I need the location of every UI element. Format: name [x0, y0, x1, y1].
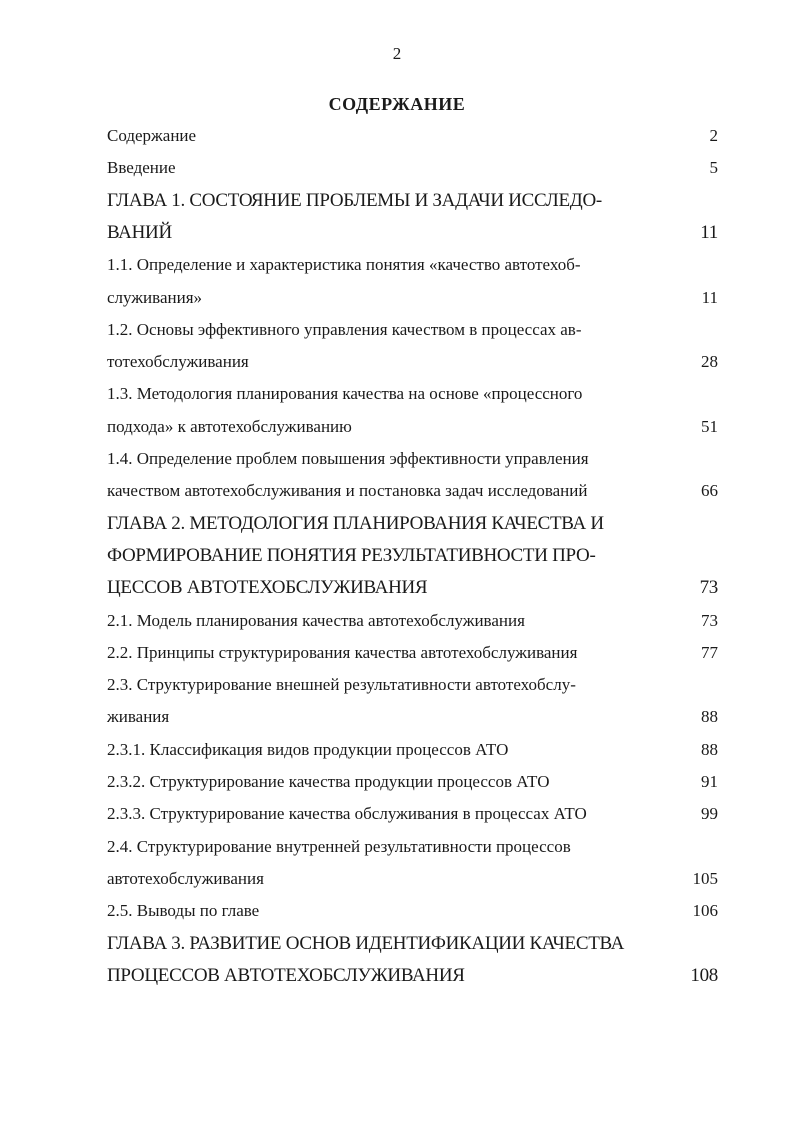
toc-line-text: 2.3.1. Классификация видов продукции процессов АТО: [107, 739, 509, 759]
toc-entry-line: [107, 669, 718, 701]
toc-entry-line: [107, 734, 718, 766]
toc-entry-line: [107, 701, 718, 733]
toc-line-text: 1.1. Определение и характеристика понятия «качество автотехоб-: [107, 255, 581, 275]
toc-page-number: 5: [709, 158, 718, 178]
toc-page-number: 2: [709, 126, 718, 145]
toc-entry-line: [107, 831, 718, 863]
toc-page-number: 77: [701, 642, 718, 662]
toc-chapter-line: [107, 928, 718, 960]
toc-page-number: 11: [701, 287, 718, 307]
toc-line-text: 1.3. Методология планирования качества на основе «процессного: [107, 384, 583, 404]
toc-page-number: 106: [692, 901, 718, 921]
toc-page-number: 88: [701, 739, 718, 759]
toc-chapter-line: [107, 540, 718, 572]
toc-line-text: ФОРМИРОВАНИЕ ПОНЯТИЯ РЕЗУЛЬТАТИВНОСТИ ПРО-: [107, 544, 596, 566]
toc-line-text: 2.3.3. Структурирование качества обслуживания в процессах АТО: [107, 804, 587, 824]
toc-page-number: 11: [700, 221, 718, 243]
toc-entry-line: [107, 249, 718, 281]
toc-entry-line: [107, 637, 718, 669]
toc-chapter-line: [107, 960, 718, 992]
toc-line-text: 2.3.2. Структурирование качества продукции процессов АТО: [107, 772, 550, 791]
toc-line-text: 1.4. Определение проблем повышения эффективности управления: [107, 449, 589, 468]
toc-line-text: 2.4. Структурирование внутренней результативности процессов: [107, 836, 571, 856]
toc-line-text: 2.3. Структурирование внешней результативности автотехобслу-: [107, 675, 576, 695]
toc-entry-line: [107, 443, 718, 475]
toc-entry-line: [107, 863, 718, 895]
toc-line-text: ГЛАВА 3. РАЗВИТИЕ ОСНОВ ИДЕНТИФИКАЦИИ КАЧЕСТВА: [107, 932, 625, 954]
toc-entry-line: [107, 895, 718, 927]
toc-entry-line: [107, 314, 718, 346]
toc-page-number: 88: [701, 707, 718, 727]
toc-line-text: ПРОЦЕССОВ АВТОТЕХОБСЛУЖИВАНИЯ: [107, 964, 465, 986]
toc-line-text: ГЛАВА 2. МЕТОДОЛОГИЯ ПЛАНИРОВАНИЯ КАЧЕСТВА И: [107, 512, 604, 534]
toc-entry-line: [107, 120, 718, 152]
toc-line-text: подхода» к автотехобслуживанию: [107, 416, 352, 436]
toc-page-number: 99: [701, 804, 718, 824]
toc-page-number: 28: [701, 352, 718, 372]
page-title: СОДЕРЖАНИЕ: [328, 94, 466, 114]
toc-entry-line: [107, 798, 718, 830]
toc-chapter-line: [107, 508, 718, 540]
toc-line-text: 2.1. Модель планирования качества автотехобслуживания: [107, 610, 525, 630]
toc-page-number: 66: [701, 481, 718, 501]
toc-line-text: Содержание: [107, 126, 197, 145]
toc-chapter-line: [107, 217, 718, 249]
toc-entry-line: [107, 605, 718, 637]
toc-line-text: ВАНИЙ: [107, 221, 172, 243]
toc-page-number: 105: [692, 868, 718, 888]
toc-line-text: 2.5. Выводы по главе: [107, 901, 260, 921]
toc-line-text: 1.2. Основы эффективного управления качеством в процессах ав-: [107, 319, 582, 339]
toc-line-text: живания: [107, 707, 170, 727]
toc-page-number: 108: [690, 964, 718, 986]
toc-entry-line: [107, 282, 718, 314]
toc-line-text: Введение: [107, 158, 176, 178]
toc-entry-line: [107, 766, 718, 798]
toc-line-text: качеством автотехобслуживания и постановка задач исследований: [107, 481, 588, 501]
page-number: 2: [392, 44, 402, 63]
toc-entry-line: [107, 152, 718, 184]
toc-page-number: 73: [699, 577, 718, 599]
toc-line-text: тотехобслуживания: [107, 352, 249, 372]
toc-line-text: ГЛАВА 1. СОСТОЯНИЕ ПРОБЛЕМЫ И ЗАДАЧИ ИССЛЕДО-: [107, 189, 602, 211]
toc-line-text: служивания»: [107, 287, 203, 307]
toc-line-text: автотехобслуживания: [107, 868, 264, 888]
toc-entry-line: [107, 378, 718, 410]
toc-line-text: 2.2. Принципы структурирования качества автотехобслуживания: [107, 642, 578, 662]
toc-entry-line: [107, 346, 718, 378]
toc-entry-line: [107, 411, 718, 443]
toc-entry-line: [107, 475, 718, 507]
toc-line-text: ЦЕССОВ АВТОТЕХОБСЛУЖИВАНИЯ: [107, 577, 428, 599]
toc-page-number: 51: [701, 416, 718, 436]
toc-chapter-line: [107, 572, 718, 604]
toc-chapter-line: [107, 185, 718, 217]
toc-page-number: 73: [701, 610, 718, 630]
toc-page-number: 91: [701, 772, 718, 791]
